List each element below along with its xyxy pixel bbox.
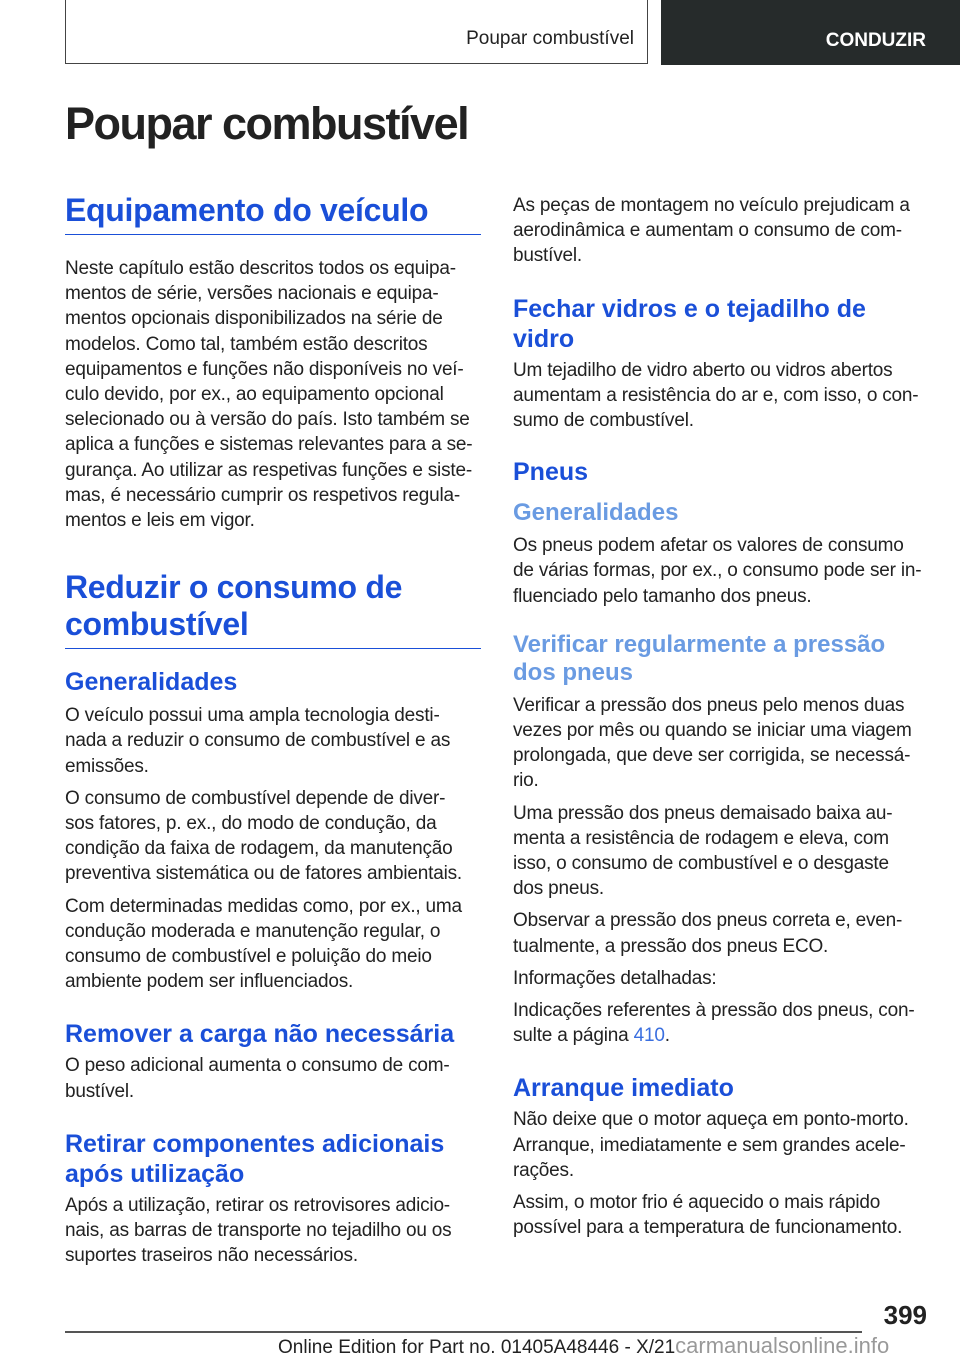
page-number: 399 — [883, 1300, 927, 1330]
heading-retirar-componentes: Retirar componentes adicionais após utilização — [65, 1129, 445, 1188]
paragraph: Após a utilização, retirar os retrovisores adicio- nais, as barras de transporte no tejadilho ou os suportes traseiros não necessários. — [65, 1194, 452, 1267]
footer-edition — [278, 1333, 889, 1359]
left-column — [65, 192, 481, 1275]
paragraph: Assim, o motor frio é aquecido o mais rápido possível para a temperatura de funcionamento. — [513, 1192, 903, 1239]
watermark: carmanualsonline.info — [675, 1333, 890, 1358]
paragraph: Os pneus podem afetar os valores de consumo de várias formas, por ex., o consumo pode ser in- fluenciado pelo tamanho dos pneus. — [513, 535, 922, 607]
page-link-410[interactable]: 410 — [633, 1025, 665, 1047]
edition-text: Online Edition for Part no. 01405A48446 - X/21 — [278, 1337, 676, 1358]
page-title: Poupar combustível — [65, 98, 469, 149]
paragraph: Com determinadas medidas como, por ex., uma condução moderada e manutenção regular, o consumo de combustível e poluição do meio ambiente podem ser influenciados. — [65, 895, 462, 993]
paragraph: Informações detalhadas: — [513, 967, 717, 989]
paragraph: As peças de montagem no veículo prejudicam a aerodinâmica e aumentam o consumo de com- bustível. — [513, 195, 910, 267]
heading-generalidades: Generalidades — [65, 668, 238, 697]
heading-reduzir-consumo: Reduzir o consumo de combustível — [65, 569, 481, 649]
heading-generalidades-pneus: Generalidades — [513, 499, 679, 527]
paragraph: Verificar a pressão dos pneus pelo menos duas vezes por mês ou quando se iniciar uma viagem prolongada, que deve ser corrigida, se necessá- rio. — [513, 694, 912, 792]
paragraph: O peso adicional aumenta o consumo de com- bustível. — [65, 1055, 450, 1102]
chapter-tab — [661, 0, 960, 65]
paragraph: Não deixe que o motor aqueça em ponto-morto. Arranque, imediatamente e sem grandes acele- rações. — [513, 1109, 909, 1181]
paragraph-reference — [513, 998, 933, 1048]
running-header-title: Poupar combustível — [466, 28, 634, 49]
reference-end: . — [664, 1025, 670, 1047]
heading-remover-carga: Remover a carga não necessária — [65, 1020, 455, 1049]
running-header — [65, 0, 648, 64]
heading-equipamento: Equipamento do veículo — [65, 192, 481, 235]
chapter-tab-label: CONDUZIR — [825, 30, 926, 51]
paragraph: Um tejadilho de vidro aberto ou vidros abertos aumentam a resistência do ar e, com isso, o con- sumo de combustível. — [513, 359, 919, 432]
paragraph: O veículo possui uma ampla tecnologia desti- nada a reduzir o consumo de combustível e as emissões. — [65, 705, 451, 777]
heading-arranque-imediato: Arranque imediato — [513, 1074, 734, 1103]
heading-verificar-pressao: Verificar regularmente a pressão dos pneus — [513, 630, 886, 686]
right-column — [513, 193, 933, 1247]
reference-text: Indicações referentes à pressão dos pneus, con- sulte a página — [513, 1000, 915, 1047]
paragraph: Neste capítulo estão descritos todos os equipa- mentos de série, versões nacionais e equipa- mentos opcionais disponibilizados na série de modelos. Como tal, também estão descritos equipamentos e funções não disponíveis no veí- culo devido, por ex., ao equipamento opcional selecionado ou à versão do país. Isto também se aplica a funções e sistemas relevantes para a se- gurança. Ao utilizar as respetivas funções e siste- mas, é necessário cumprir os respetivos regula- mentos e leis em vigor. — [65, 258, 473, 532]
paragraph: Observar a pressão dos pneus correta e, even- tualmente, a pressão dos pneus ECO. — [513, 910, 903, 957]
heading-pneus: Pneus — [513, 458, 589, 487]
paragraph: O consumo de combustível depende de diver- sos fatores, p. ex., do modo de condução, da condição da faixa de rodagem, da manutenção preventiva sistemática ou de fatores ambientais. — [65, 787, 462, 885]
paragraph: Uma pressão dos pneus demaisado baixa au- menta a resistência de rodagem e eleva, com isso, o consumo de combustível e o desgaste dos pneus. — [513, 802, 893, 900]
heading-fechar-vidros: Fechar vidros e o tejadilho de vidro — [513, 294, 866, 353]
